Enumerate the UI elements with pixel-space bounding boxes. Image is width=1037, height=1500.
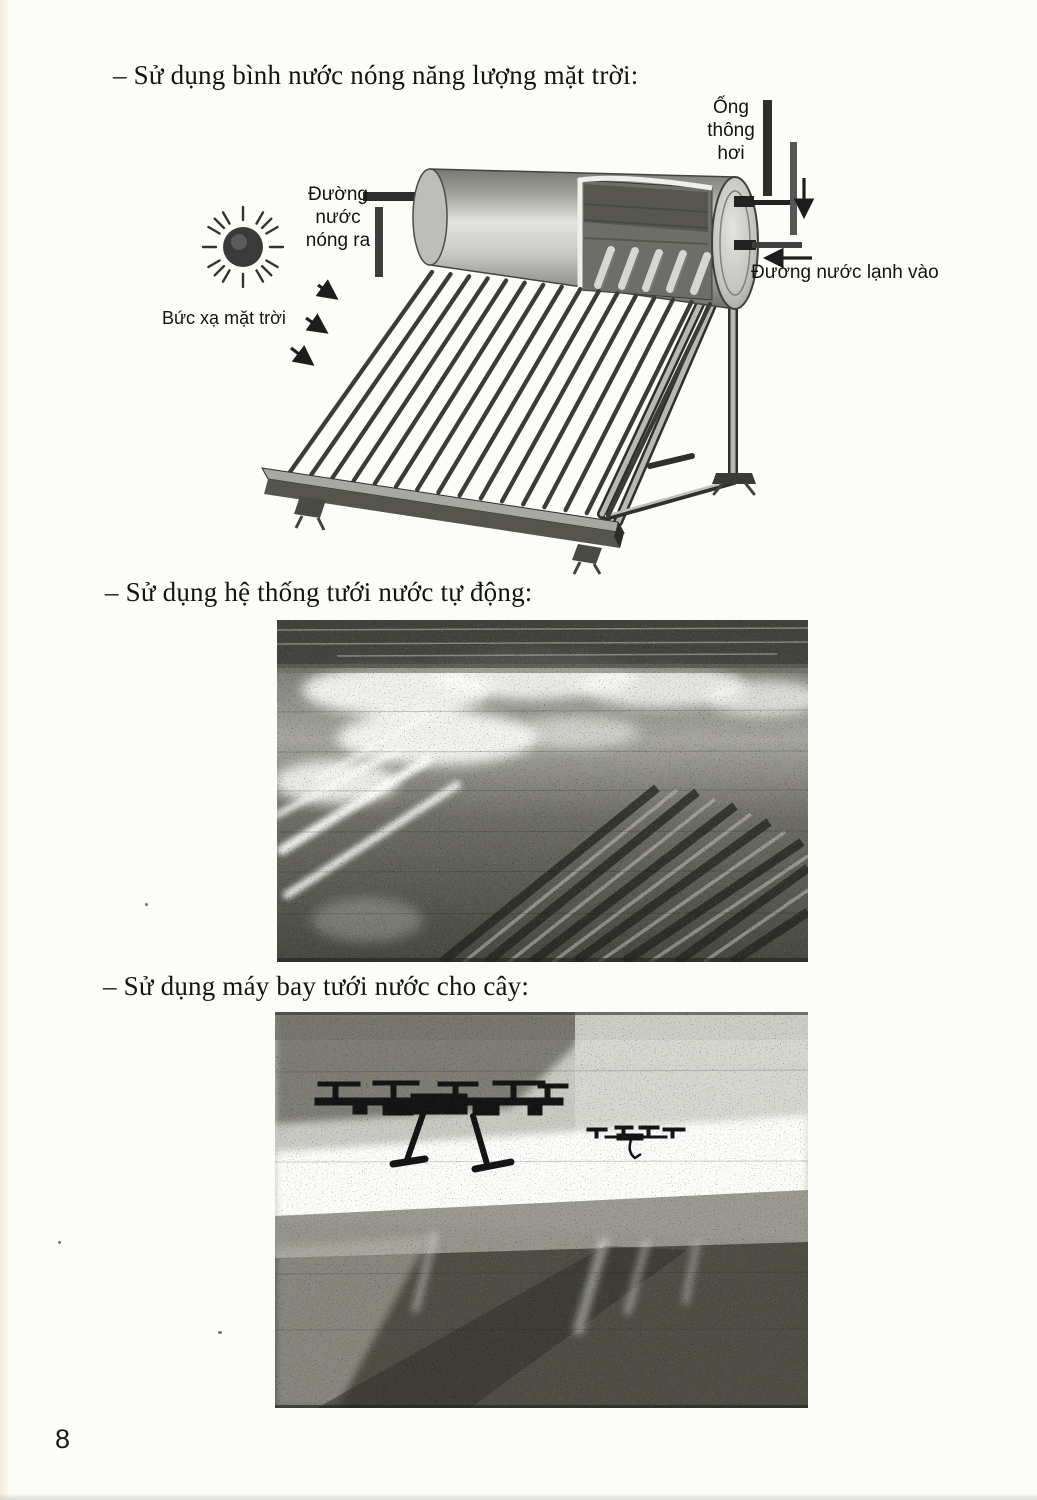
scan-speck [58, 1241, 61, 1244]
label-vent-pipe: Ống thông hơi [707, 97, 755, 164]
page-number: 8 [55, 1424, 71, 1454]
drone-watering-photo [275, 1012, 808, 1408]
vacuum-tubes [290, 272, 710, 516]
heading-solar-heater: – Sử dụng bình nước nóng năng lượng mặt trời: [113, 60, 639, 90]
solar-heater-diagram [150, 92, 960, 580]
sprinkler-irrigation-photo [277, 620, 808, 962]
label-cold-water-in: Đường nước lạnh vào [751, 262, 939, 283]
scan-speck [218, 1331, 222, 1334]
vent-pipe [763, 100, 804, 235]
scan-speck [145, 903, 148, 906]
sun-icon [203, 207, 283, 287]
heading-auto-irrigation: – Sử dụng hệ thống tưới nước tự động: [105, 577, 533, 607]
tank-cutaway [580, 178, 712, 300]
label-hot-water-out: Đường nước nóng ra [305, 184, 371, 251]
solar-water-heater-figure [150, 92, 960, 580]
heading-drone-watering: – Sử dụng máy bay tưới nước cho cây: [103, 971, 530, 1001]
tank-top-nozzle [734, 196, 754, 207]
label-solar-radiation: Bức xạ mặt trời [162, 308, 286, 328]
radiation-arrows [291, 285, 336, 364]
cold-water-in-pipe [752, 242, 812, 258]
water-tank [413, 169, 798, 309]
